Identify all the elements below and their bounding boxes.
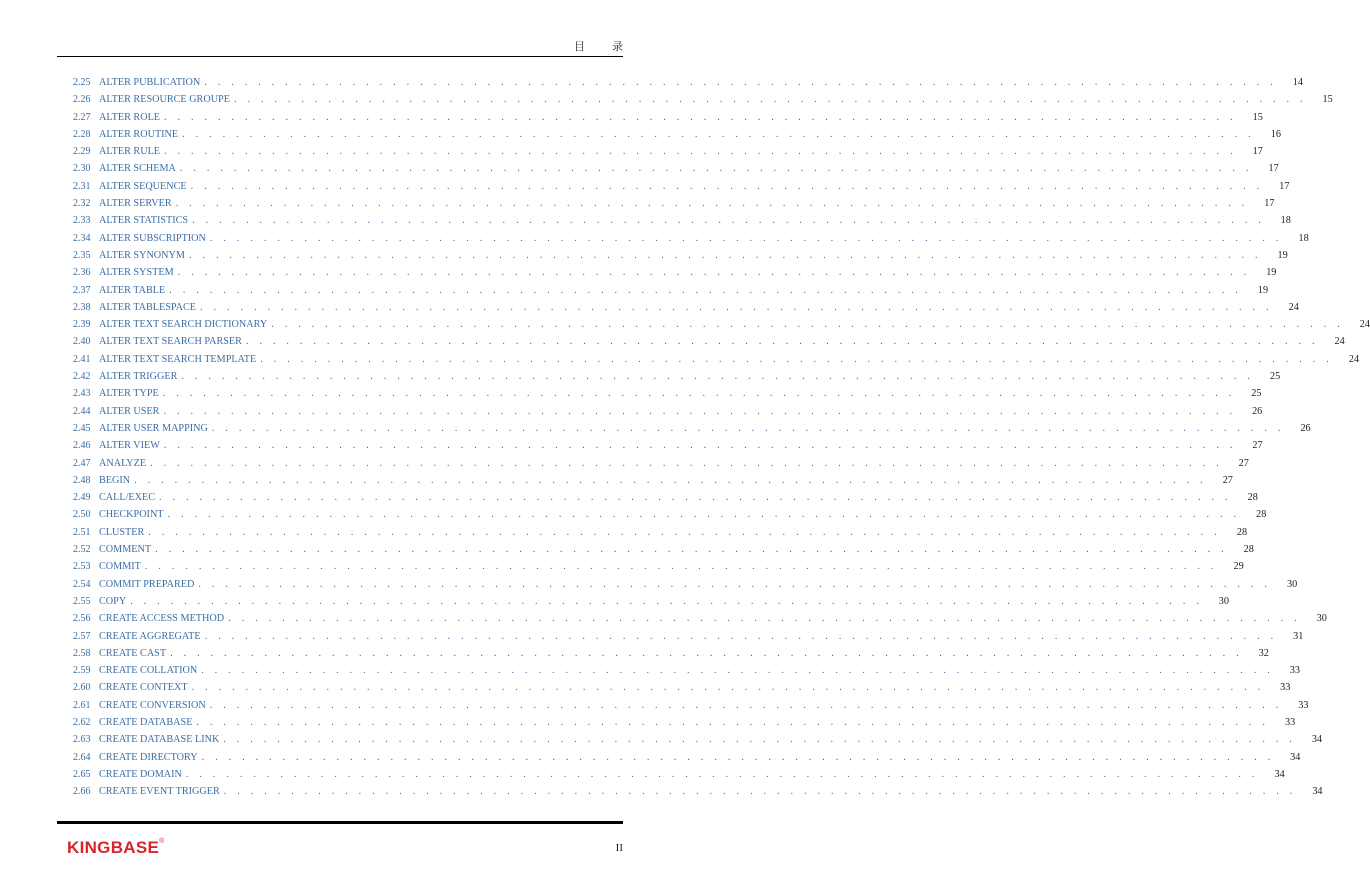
toc-entry-title[interactable]: ALTER TEXT SEARCH PARSER [99,336,242,348]
header-rule [57,56,623,57]
toc-dot-leader: . . . . . . . . . . . . . . . . . . . . . . . . . . . . . . . . . . . . . . . . . . . . . . . . . . . . . . . . . . . . . . . . . . . . . . . . . . . . . . . . [159,492,1232,504]
toc-dot-leader: . . . . . . . . . . . . . . . . . . . . . . . . . . . . . . . . . . . . . . . . . . . . . . . . . . . . . . . . . . . . . . . . . . . . . . . . . . . . . . . . [211,422,1285,434]
toc-entry[interactable] [73,768,1285,786]
toc-dot-leader: . . . . . . . . . . . . . . . . . . . . . . . . . . . . . . . . . . . . . . . . . . . . . . . . . . . . . . . . . . . . . . . . . . . . . . . . . . . . . . . . [198,578,1272,590]
toc-entry[interactable] [73,215,1291,232]
toc-dot-leader: . . . . . . . . . . . . . . . . . . . . . . . . . . . . . . . . . . . . . . . . . . . . . . . . . . . . . . . . . . . . . . . . . . . . . . . . . . . . . . . . [233,94,1307,106]
toc-entry-page[interactable]: 17 [1252,146,1263,158]
toc-entry-number[interactable]: 2.34 [73,232,91,244]
toc-entry-number[interactable]: 2.39 [73,319,91,331]
toc-entry[interactable] [73,544,1254,561]
toc-dot-leader: . . . . . . . . . . . . . . . . . . . . . . . . . . . . . . . . . . . . . . . . . . . . . . . . . . . . . . . . . . . . . . . . . . . . . . . . . . . . . . . . [223,734,1297,746]
toc-entry-title[interactable]: ANALYZE [99,457,147,469]
toc-entry-number[interactable]: 2.52 [73,544,91,556]
toc-dot-leader: . . . . . . . . . . . . . . . . . . . . . . . . . . . . . . . . . . . . . . . . . . . . . . . . . . . . . . . . . . . . . . . . . . . . . . . . . . . . . . . . [179,163,1253,175]
toc-entry-page[interactable]: 25 [1251,388,1262,400]
toc-entry-page[interactable]: 17 [1264,198,1275,210]
toc-entry[interactable] [73,734,1323,751]
toc-entry-number[interactable]: 2.29 [73,146,91,158]
footer-rule [57,821,623,824]
toc-entry-page[interactable]: 28 [1243,544,1254,556]
toc-entry-page[interactable]: 33 [1285,716,1296,728]
toc-dot-leader: . . . . . . . . . . . . . . . . . . . . . . . . . . . . . . . . . . . . . . . . . . . . . . . . . . . . . . . . . . . . . . . . . . . . . . . . . . . . . . . . [260,353,1334,365]
toc-entry-title[interactable]: ALTER TEXT SEARCH TEMPLATE [99,353,257,365]
toc-dot-leader: . . . . . . . . . . . . . . . . . . . . . . . . . . . . . . . . . . . . . . . . . . . . . . . . . . . . . . . . . . . . . . . . . . . . . . . . . . . . . . . . [134,474,1207,486]
toc-dot-leader: . . . . . . . . . . . . . . . . . . . . . . . . . . . . . . . . . . . . . . . . . . . . . . . . . . . . . . . . . . . . . . . . . . . . . . . . . . . . . . . . [177,267,1251,279]
page-number: II [615,842,623,854]
toc-entry-title[interactable]: CREATE DOMAIN [99,768,182,780]
toc-entry[interactable] [73,301,1299,319]
toc-entry-number[interactable]: 2.57 [73,630,91,642]
toc-entry[interactable] [73,146,1263,163]
toc-entry-title[interactable]: ALTER TABLE [99,284,166,296]
toc-entry-page[interactable]: 34 [1290,751,1301,763]
toc-entry-title[interactable]: CREATE DATABASE [99,716,193,728]
toc-entry[interactable] [73,613,1327,630]
toc-entry[interactable] [73,682,1291,699]
toc-entry[interactable] [73,371,1281,388]
toc-entry-title[interactable]: CREATE DATABASE LINK [99,734,220,746]
toc-entry-title[interactable]: BEGIN [99,474,131,486]
toc-dot-leader: . . . . . . . . . . . . . . . . . . . . . . . . . . . . . . . . . . . . . . . . . . . . . . . . . . . . . . . . . . . . . . . . . . . . . . . . . . . . . . . . [185,768,1259,780]
toc-dot-leader: . . . . . . . . . . . . . . . . . . . . . . . . . . . . . . . . . . . . . . . . . . . . . . . . . . . . . . . . . . . . . . . . . . . . . . . . . . . . . . . . [150,457,1223,469]
toc-entry-title[interactable]: ALTER TYPE [99,388,159,400]
toc-entry-number[interactable]: 2.41 [73,353,91,365]
toc-dot-leader: . . . . . . . . . . . . . . . . . . . . . . . . . . . . . . . . . . . . . . . . . . . . . . . . . . . . . . . . . . . . . . . . . . . . . . . . . . . . . . . . [271,319,1344,331]
toc-dot-leader: . . . . . . . . . . . . . . . . . . . . . . . . . . . . . . . . . . . . . . . . . . . . . . . . . . . . . . . . . . . . . . . . . . . . . . . . . . . . . . . . [169,284,1243,296]
toc-entry-title[interactable]: COMMIT [99,561,141,573]
toc-entry[interactable] [73,422,1311,440]
toc-entry-title[interactable]: CREATE DIRECTORY [99,751,198,763]
toc-dot-leader: . . . . . . . . . . . . . . . . . . . . . . . . . . . . . . . . . . . . . . . . . . . . . . . . . . . . . . . . . . . . . . . . . . . . . . . . . . . . . . . . [181,371,1255,383]
toc-entry-number[interactable]: 2.55 [73,595,91,607]
toc-entry-number[interactable]: 2.28 [73,128,91,140]
toc-entry-title[interactable]: ALTER USER [99,405,160,417]
toc-entry-number[interactable]: 2.48 [73,474,91,486]
toc-entry-title[interactable]: ALTER SEQUENCE [99,180,187,192]
toc-entry[interactable] [73,232,1309,250]
toc-entry-page[interactable]: 30 [1218,595,1229,607]
kingbase-logo [67,838,165,858]
toc-entry-page[interactable]: 19 [1277,249,1288,261]
toc-entry[interactable] [73,267,1277,284]
toc-entry[interactable] [73,388,1262,405]
toc-entry-page[interactable]: 14 [1292,77,1303,88]
toc-entry-page[interactable]: 27 [1222,474,1233,486]
toc-entry-number[interactable]: 2.30 [73,163,91,175]
toc-dot-leader: . . . . . . . . . . . . . . . . . . . . . . . . . . . . . . . . . . . . . . . . . . . . . . . . . . . . . . . . . . . . . . . . . . . . . . . . . . . . . . . . [245,336,1319,348]
toc-entry-title[interactable]: ALTER SYNONYM [99,249,185,261]
toc-entry-title[interactable]: ALTER PUBLICATION [99,77,201,88]
toc-entry[interactable] [73,492,1258,509]
toc-entry[interactable] [73,561,1244,578]
toc-entry-number[interactable]: 2.36 [73,267,91,279]
toc-entry-title[interactable]: ALTER SERVER [99,198,172,210]
toc-entry-page[interactable]: 34 [1311,734,1323,746]
toc-entry-title[interactable]: ALTER TEXT SEARCH DICTIONARY [99,319,268,331]
toc-entry-title[interactable]: ALTER VIEW [99,440,160,452]
toc-entry-page[interactable]: 29 [1233,561,1244,573]
toc-entry-number[interactable]: 2.27 [73,111,91,123]
toc-entry-number[interactable]: 2.51 [73,526,91,538]
toc-entry-number[interactable]: 2.58 [73,647,91,659]
toc-entry[interactable] [73,128,1281,146]
toc-entry-number[interactable]: 2.49 [73,492,91,504]
toc-entry-page[interactable]: 28 [1247,492,1258,504]
toc-dot-leader: . . . . . . . . . . . . . . . . . . . . . . . . . . . . . . . . . . . . . . . . . . . . . . . . . . . . . . . . . . . . . . . . . . . . . . . . . . . . . . . . [223,786,1297,798]
toc-entry-number[interactable]: 2.33 [73,215,91,227]
toc-entry-number[interactable]: 2.59 [73,665,91,677]
toc-entry-page[interactable]: 15 [1322,94,1333,106]
toc-entry[interactable] [73,630,1304,648]
toc-dot-leader: . . . . . . . . . . . . . . . . . . . . . . . . . . . . . . . . . . . . . . . . . . . . . . . . . . . . . . . . . . . . . . . . . . . . . . . . . . . . . . . . [200,301,1273,313]
toc-entry-title[interactable]: CLUSTER [99,526,145,538]
toc-entry-page[interactable]: 27 [1252,440,1263,452]
toc-entry-number[interactable]: 2.40 [73,336,91,348]
toc-entry-page[interactable]: 18 [1298,232,1309,244]
toc-entry[interactable] [73,474,1233,492]
toc-entry-title[interactable]: ALTER ROLE [99,111,161,123]
toc-entry-title[interactable]: CREATE CONVERSION [99,699,206,711]
toc-entry[interactable] [73,578,1298,596]
toc-entry-number[interactable]: 2.50 [73,509,91,521]
toc-entry-title[interactable]: CREATE AGGREGATE [99,630,201,642]
toc-entry-page[interactable]: 33 [1298,699,1309,711]
toc-entry[interactable] [73,440,1263,457]
toc-dot-leader: . . . . . . . . . . . . . . . . . . . . . . . . . . . . . . . . . . . . . . . . . . . . . . . . . . . . . . . . . . . . . . . . . . . . . . . . . . . . . . . . [204,77,1277,88]
toc-entry-title[interactable]: ALTER RESOURCE GROUPE [99,94,230,106]
registered-mark-icon: ® [159,838,165,845]
toc-dot-leader: . . . . . . . . . . . . . . . . . . . . . . . . . . . . . . . . . . . . . . . . . . . . . . . . . . . . . . . . . . . . . . . . . . . . . . . . . . . . . . . . [163,440,1237,452]
toc-entry-page[interactable]: 30 [1316,613,1327,625]
toc-dot-leader: . . . . . . . . . . . . . . . . . . . . . . . . . . . . . . . . . . . . . . . . . . . . . . . . . . . . . . . . . . . . . . . . . . . . . . . . . . . . . . . . [148,526,1222,538]
toc-entry-number[interactable]: 2.32 [73,198,91,210]
toc-entry[interactable] [73,665,1300,682]
toc-entry[interactable] [73,180,1290,198]
toc-entry-title[interactable]: ALTER RULE [99,146,161,158]
toc-dot-leader: . . . . . . . . . . . . . . . . . . . . . . . . . . . . . . . . . . . . . . . . . . . . . . . . . . . . . . . . . . . . . . . . . . . . . . . . . . . . . . . . [163,405,1237,417]
toc-entry-page[interactable]: 30 [1286,578,1298,590]
toc-entry-number[interactable]: 2.25 [73,77,91,88]
toc-entry-number[interactable]: 2.37 [73,284,91,296]
toc-entry[interactable] [73,284,1269,302]
toc-entry-page[interactable]: 34 [1274,768,1285,780]
toc-entry-number[interactable]: 2.61 [73,699,91,711]
toc-entry-page[interactable]: 26 [1300,422,1311,434]
toc-entry-title[interactable]: ALTER STATISTICS [99,215,189,227]
toc-entry[interactable] [73,249,1288,267]
toc-entry-page[interactable]: 27 [1238,457,1249,469]
toc-entry-page[interactable]: 24 [1359,319,1370,331]
toc-dot-leader: . . . . . . . . . . . . . . . . . . . . . . . . . . . . . . . . . . . . . . . . . . . . . . . . . . . . . . . . . . . . . . . . . . . . . . . . . . . . . . . . [167,509,1241,521]
toc-entry-title[interactable]: COMMIT PREPARED [99,578,195,590]
toc-entry-page[interactable]: 24 [1348,353,1360,365]
toc-entry-number[interactable]: 2.35 [73,249,91,261]
toc-entry-title[interactable]: ALTER SYSTEM [99,267,174,279]
toc-entry-page[interactable]: 25 [1269,371,1281,383]
toc-entry[interactable] [73,111,1263,129]
toc-entry-number[interactable]: 2.65 [73,768,91,780]
toc-entry-page[interactable]: 18 [1280,215,1291,227]
toc-dot-leader: . . . . . . . . . . . . . . . . . . . . . . . . . . . . . . . . . . . . . . . . . . . . . . . . . . . . . . . . . . . . . . . . . . . . . . . . . . . . . . . . [188,249,1262,261]
toc-entry-number[interactable]: 2.60 [73,682,91,694]
toc-dot-leader: . . . . . . . . . . . . . . . . . . . . . . . . . . . . . . . . . . . . . . . . . . . . . . . . . . . . . . . . . . . . . . . . . . . . . . . . . . . . . . . . [182,128,1255,140]
toc-entry-page[interactable]: 17 [1279,180,1290,192]
toc-entry-page[interactable]: 28 [1256,509,1267,521]
toc-entry-page[interactable]: 15 [1252,111,1263,123]
toc-entry[interactable] [73,353,1360,371]
toc-entry-title[interactable]: CREATE EVENT TRIGGER [99,786,220,798]
toc-entry-title[interactable]: CREATE COLLATION [99,665,198,677]
toc-dot-leader: . . . . . . . . . . . . . . . . . . . . . . . . . . . . . . . . . . . . . . . . . . . . . . . . . . . . . . . . . . . . . . . . . . . . . . . . . . . . . . . . [130,595,1203,607]
toc-dot-leader: . . . . . . . . . . . . . . . . . . . . . . . . . . . . . . . . . . . . . . . . . . . . . . . . . . . . . . . . . . . . . . . . . . . . . . . . . . . . . . . . [228,613,1301,625]
toc-dot-leader: . . . . . . . . . . . . . . . . . . . . . . . . . . . . . . . . . . . . . . . . . . . . . . . . . . . . . . . . . . . . . . . . . . . . . . . . . . . . . . . . [190,180,1264,192]
toc-entry-number[interactable]: 2.54 [73,578,91,590]
toc-entry-number[interactable]: 2.53 [73,561,91,573]
toc-entry-number[interactable]: 2.63 [73,734,91,746]
table-of-contents [73,77,1370,803]
toc-dot-leader: . . . . . . . . . . . . . . . . . . . . . . . . . . . . . . . . . . . . . . . . . . . . . . . . . . . . . . . . . . . . . . . . . . . . . . . . . . . . . . . . [204,630,1278,642]
toc-dot-leader: . . . . . . . . . . . . . . . . . . . . . . . . . . . . . . . . . . . . . . . . . . . . . . . . . . . . . . . . . . . . . . . . . . . . . . . . . . . . . . . . [192,215,1265,227]
toc-entry-number[interactable]: 2.31 [73,180,91,192]
toc-dot-leader: . . . . . . . . . . . . . . . . . . . . . . . . . . . . . . . . . . . . . . . . . . . . . . . . . . . . . . . . . . . . . . . . . . . . . . . . . . . . . . . . [209,699,1283,711]
toc-dot-leader: . . . . . . . . . . . . . . . . . . . . . . . . . . . . . . . . . . . . . . . . . . . . . . . . . . . . . . . . . . . . . . . . . . . . . . . . . . . . . . . . [164,146,1237,158]
toc-entry[interactable] [73,647,1269,665]
toc-entry[interactable] [73,457,1249,475]
toc-entry-page[interactable]: 28 [1236,526,1248,538]
toc-entry-page[interactable]: 32 [1258,647,1269,659]
toc-entry-number[interactable]: 2.44 [73,405,91,417]
toc-dot-leader: . . . . . . . . . . . . . . . . . . . . . . . . . . . . . . . . . . . . . . . . . . . . . . . . . . . . . . . . . . . . . . . . . . . . . . . . . . . . . . . . [196,716,1270,728]
toc-dot-leader: . . . . . . . . . . . . . . . . . . . . . . . . . . . . . . . . . . . . . . . . . . . . . . . . . . . . . . . . . . . . . . . . . . . . . . . . . . . . . . . . [164,111,1237,123]
toc-entry-page[interactable]: 31 [1293,630,1304,642]
toc-entry-number[interactable]: 2.64 [73,751,91,763]
toc-entry[interactable] [73,94,1333,111]
toc-dot-leader: . . . . . . . . . . . . . . . . . . . . . . . . . . . . . . . . . . . . . . . . . . . . . . . . . . . . . . . . . . . . . . . . . . . . . . . . . . . . . . . . [201,665,1274,677]
toc-entry-page[interactable]: 33 [1289,665,1300,677]
toc-entry-number[interactable]: 2.46 [73,440,91,452]
toc-entry-page[interactable]: 26 [1252,405,1263,417]
toc-entry-number[interactable]: 2.56 [73,613,91,625]
toc-entry[interactable] [73,786,1323,803]
toc-entry[interactable] [73,699,1309,717]
toc-entry-title[interactable]: CREATE ACCESS METHOD [99,613,225,625]
toc-entry-title[interactable]: CREATE CAST [99,647,167,659]
toc-entry-title[interactable]: ALTER ROUTINE [99,128,179,140]
toc-entry-title[interactable]: COMMENT [99,544,152,556]
toc-entry-page[interactable]: 24 [1334,336,1345,348]
toc-entry[interactable] [73,319,1370,336]
toc-dot-leader: . . . . . . . . . . . . . . . . . . . . . . . . . . . . . . . . . . . . . . . . . . . . . . . . . . . . . . . . . . . . . . . . . . . . . . . . . . . . . . . . [162,388,1236,400]
toc-entry-title[interactable]: CALL/EXEC [99,492,156,504]
toc-entry[interactable] [73,198,1275,215]
toc-entry[interactable] [73,716,1296,734]
page-header-title [574,38,623,54]
header-title-left: 目 [574,40,585,53]
toc-entry-title[interactable]: ALTER SCHEMA [99,163,176,175]
toc-entry-number[interactable]: 2.66 [73,786,91,798]
toc-entry-title[interactable]: CHECKPOINT [99,509,164,521]
toc-dot-leader: . . . . . . . . . . . . . . . . . . . . . . . . . . . . . . . . . . . . . . . . . . . . . . . . . . . . . . . . . . . . . . . . . . . . . . . . . . . . . . . . [175,198,1249,210]
toc-entry[interactable] [73,595,1229,613]
toc-entry[interactable] [73,526,1248,544]
toc-entry-page[interactable]: 16 [1270,128,1281,140]
toc-entry-title[interactable]: ALTER USER MAPPING [99,422,208,434]
toc-entry-title[interactable]: COPY [99,595,127,607]
toc-entry[interactable] [73,405,1263,423]
toc-dot-leader: . . . . . . . . . . . . . . . . . . . . . . . . . . . . . . . . . . . . . . . . . . . . . . . . . . . . . . . . . . . . . . . . . . . . . . . . . . . . . . . . [191,682,1265,694]
toc-entry-page[interactable]: 19 [1266,267,1277,279]
toc-entry-number[interactable]: 2.45 [73,422,91,434]
toc-entry-number[interactable]: 2.43 [73,388,91,400]
header-title-right: 录 [612,40,623,53]
toc-entry-number[interactable]: 2.47 [73,457,91,469]
toc-entry[interactable] [73,163,1279,180]
toc-entry[interactable] [73,509,1267,526]
toc-entry-title[interactable]: ALTER TRIGGER [99,371,178,383]
logo-text: KINGBASE [67,838,160,857]
toc-entry-number[interactable]: 2.38 [73,301,91,313]
toc-entry-number[interactable]: 2.26 [73,94,91,106]
toc-entry-page[interactable]: 34 [1312,786,1323,798]
toc-entry-number[interactable]: 2.62 [73,716,91,728]
toc-entry[interactable] [73,751,1301,769]
toc-entry-title[interactable]: ALTER SUBSCRIPTION [99,232,206,244]
toc-dot-leader: . . . . . . . . . . . . . . . . . . . . . . . . . . . . . . . . . . . . . . . . . . . . . . . . . . . . . . . . . . . . . . . . . . . . . . . . . . . . . . . . [170,647,1243,659]
toc-entry[interactable] [73,77,1303,94]
toc-entry-page[interactable]: 19 [1257,284,1269,296]
toc-entry[interactable] [73,336,1345,353]
toc-entry-number[interactable]: 2.42 [73,371,91,383]
toc-dot-leader: . . . . . . . . . . . . . . . . . . . . . . . . . . . . . . . . . . . . . . . . . . . . . . . . . . . . . . . . . . . . . . . . . . . . . . . . . . . . . . . . [155,544,1228,556]
toc-entry-title[interactable]: ALTER TABLESPACE [99,301,197,313]
toc-dot-leader: . . . . . . . . . . . . . . . . . . . . . . . . . . . . . . . . . . . . . . . . . . . . . . . . . . . . . . . . . . . . . . . . . . . . . . . . . . . . . . . . [201,751,1275,763]
toc-entry-title[interactable]: CREATE CONTEXT [99,682,188,694]
toc-dot-leader: . . . . . . . . . . . . . . . . . . . . . . . . . . . . . . . . . . . . . . . . . . . . . . . . . . . . . . . . . . . . . . . . . . . . . . . . . . . . . . . . [144,561,1218,573]
toc-dot-leader: . . . . . . . . . . . . . . . . . . . . . . . . . . . . . . . . . . . . . . . . . . . . . . . . . . . . . . . . . . . . . . . . . . . . . . . . . . . . . . . . [209,232,1283,244]
toc-entry-page[interactable]: 17 [1268,163,1279,175]
toc-entry-page[interactable]: 33 [1280,682,1291,694]
toc-entry-page[interactable]: 24 [1288,301,1299,313]
